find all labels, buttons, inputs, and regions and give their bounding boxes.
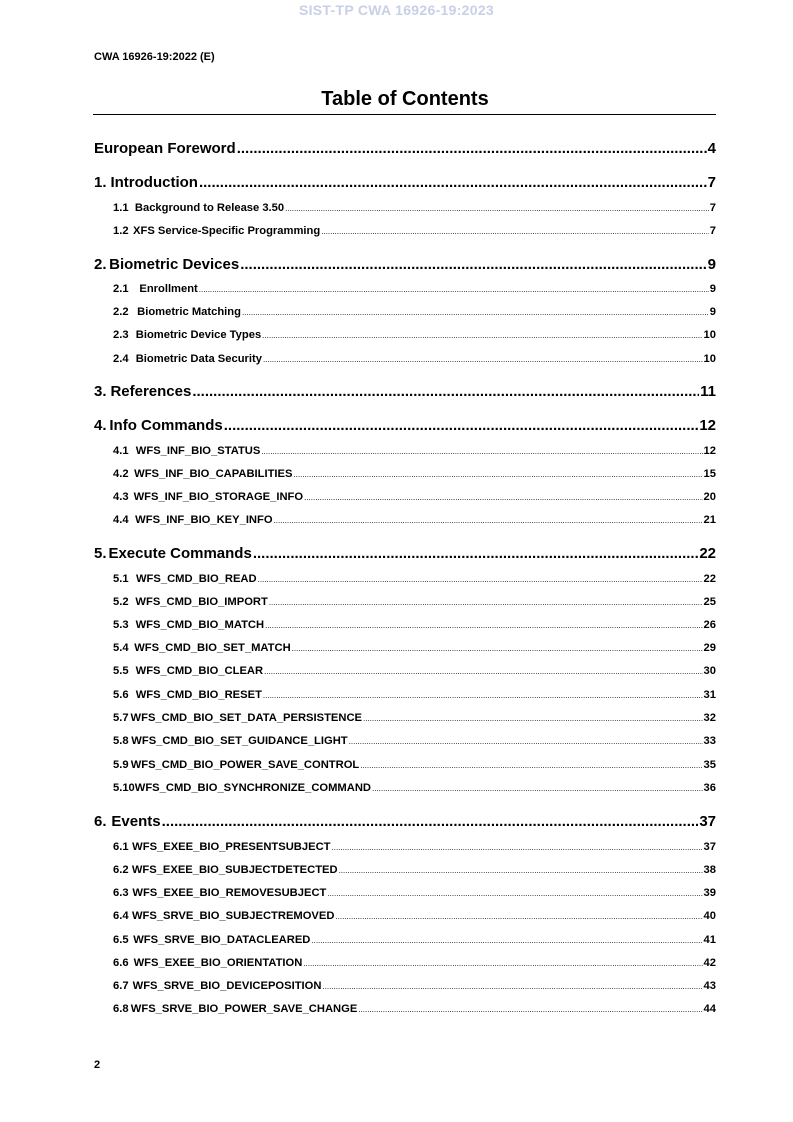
toc-entry-number: 2.2 xyxy=(113,306,129,318)
toc-entry-title: Biometric Matching xyxy=(137,306,241,318)
toc-entry-page: 36 xyxy=(703,782,716,794)
toc-entry-number: 6.6 xyxy=(113,957,129,969)
toc-entry-number: 3. xyxy=(94,383,107,400)
toc-entry-page: 20 xyxy=(703,491,716,503)
toc-entry-page: 12 xyxy=(703,445,716,457)
toc-subsection-entry[interactable] xyxy=(94,980,716,992)
toc-dot-leader xyxy=(237,140,707,157)
toc-entry-title: WFS_SRVE_BIO_DATACLEARED xyxy=(133,934,311,946)
toc-dot-leader xyxy=(303,957,702,969)
toc-entry-page: 32 xyxy=(703,712,716,724)
toc-entry-page: 33 xyxy=(703,735,716,747)
toc-section-entry[interactable] xyxy=(94,256,716,273)
toc-dot-leader xyxy=(192,383,699,400)
toc-dot-leader xyxy=(262,329,702,341)
toc-entry-page: 44 xyxy=(703,1003,716,1015)
toc-entry-page: 9 xyxy=(709,283,716,295)
toc-dot-leader xyxy=(311,934,702,946)
toc-entry-title: WFS_EXEE_BIO_ORIENTATION xyxy=(133,957,303,969)
toc-subsection-entry[interactable] xyxy=(94,759,716,771)
toc-entry-number: 5.7 xyxy=(113,712,129,724)
toc-entry-page: 10 xyxy=(703,353,716,365)
toc-subsection-entry[interactable] xyxy=(94,283,716,295)
toc-entry-number: 5.10 xyxy=(113,782,135,794)
toc-entry-title: Introduction xyxy=(110,174,198,191)
toc-entry-page: 10 xyxy=(703,329,716,341)
toc-subsection-entry[interactable] xyxy=(94,573,716,585)
toc-dot-leader xyxy=(335,910,702,922)
toc-subsection-entry[interactable] xyxy=(94,514,716,526)
toc-dot-leader xyxy=(274,514,703,526)
toc-entry-title: WFS_CMD_BIO_READ xyxy=(136,573,257,585)
page-number: 2 xyxy=(94,1059,101,1071)
toc-subsection-entry[interactable] xyxy=(94,306,716,318)
toc-entry-page: 22 xyxy=(703,573,716,585)
toc-dot-leader xyxy=(261,445,702,457)
toc-subsection-entry[interactable] xyxy=(94,887,716,899)
toc-entry-page: 37 xyxy=(703,841,716,853)
toc-subsection-entry[interactable] xyxy=(94,353,716,365)
toc-entry-number: 2. xyxy=(94,256,107,273)
toc-entry-page: 26 xyxy=(703,619,716,631)
toc-entry-page: 7 xyxy=(709,225,716,237)
toc-dot-leader xyxy=(363,712,703,724)
toc-entry-number: 4. xyxy=(94,417,107,434)
toc-entry-title: Enrollment xyxy=(139,283,198,295)
toc-entry-title: Info Commands xyxy=(109,417,223,434)
toc-entry-title: Execute Commands xyxy=(108,545,252,562)
toc-entry-page: 39 xyxy=(703,887,716,899)
document-reference: CWA 16926-19:2022 (E) xyxy=(94,51,215,63)
toc-entry-title: Background to Release 3.50 xyxy=(134,202,285,214)
toc-entry-title: Biometric Data Security xyxy=(135,353,262,365)
table-of-contents xyxy=(94,0,716,1122)
toc-dot-leader xyxy=(339,864,703,876)
toc-entry-page: 7 xyxy=(707,174,716,191)
toc-entry-title: XFS Service-Specific Programming xyxy=(133,225,321,237)
toc-entry-number: 5.9 xyxy=(113,759,129,771)
toc-dot-leader xyxy=(253,545,698,562)
toc-section-entry[interactable] xyxy=(94,545,716,562)
toc-dot-leader xyxy=(293,468,702,480)
toc-entry-number: 6. xyxy=(94,813,107,830)
page-title: Table of Contents xyxy=(321,88,489,110)
toc-entry-title: WFS_CMD_BIO_SET_GUIDANCE_LIGHT xyxy=(131,735,348,747)
toc-subsection-entry[interactable] xyxy=(94,934,716,946)
toc-entry-title: WFS_INF_BIO_STORAGE_INFO xyxy=(133,491,304,503)
toc-subsection-entry[interactable] xyxy=(94,841,716,853)
toc-section-entry[interactable] xyxy=(94,174,716,191)
toc-dot-leader xyxy=(265,619,702,631)
toc-subsection-entry[interactable] xyxy=(94,642,716,654)
toc-dot-leader xyxy=(264,665,702,677)
toc-dot-leader xyxy=(349,735,703,747)
toc-entry-title: WFS_SRVE_BIO_SUBJECTREMOVED xyxy=(131,910,335,922)
toc-entry-title: WFS_SRVE_BIO_DEVICEPOSITION xyxy=(132,980,322,992)
toc-entry-number: 4.4 xyxy=(113,514,129,526)
toc-entry-number: 1.1 xyxy=(113,202,129,214)
toc-subsection-entry[interactable] xyxy=(94,202,716,214)
toc-entry-title: WFS_INF_BIO_STATUS xyxy=(135,445,261,457)
toc-entry-number: 5.4 xyxy=(113,642,129,654)
toc-entry-number: 6.4 xyxy=(113,910,129,922)
toc-dot-leader xyxy=(358,1003,702,1015)
toc-entry-number: 6.5 xyxy=(113,934,129,946)
toc-entry-page: 11 xyxy=(700,383,716,400)
toc-entry-page: 38 xyxy=(703,864,716,876)
toc-entry-title: WFS_CMD_BIO_IMPORT xyxy=(135,596,268,608)
toc-entry-number: 5.1 xyxy=(113,573,129,585)
toc-entry-page: 7 xyxy=(709,202,716,214)
toc-entry-title: WFS_INF_BIO_CAPABILITIES xyxy=(134,468,293,480)
toc-entry-page: 15 xyxy=(703,468,716,480)
toc-subsection-entry[interactable] xyxy=(94,665,716,677)
toc-section-entry[interactable] xyxy=(94,813,716,830)
toc-entry-title: WFS_CMD_BIO_SYNCHRONIZE_COMMAND xyxy=(134,782,371,794)
toc-entry-number: 5. xyxy=(94,545,107,562)
toc-entry-title: WFS_SRVE_BIO_POWER_SAVE_CHANGE xyxy=(130,1003,358,1015)
toc-entry-page: 21 xyxy=(703,514,716,526)
toc-dot-leader xyxy=(269,596,703,608)
toc-entry-page: 9 xyxy=(709,306,716,318)
toc-entry-number: 6.7 xyxy=(113,980,129,992)
toc-subsection-entry[interactable] xyxy=(94,1003,716,1015)
toc-dot-leader xyxy=(285,202,709,214)
toc-entry-page: 43 xyxy=(703,980,716,992)
toc-entry-number: 5.5 xyxy=(113,665,129,677)
toc-entry-page: 41 xyxy=(703,934,716,946)
toc-subsection-entry[interactable] xyxy=(94,225,716,237)
toc-dot-leader xyxy=(240,256,706,273)
toc-section-entry[interactable] xyxy=(94,383,716,400)
toc-entry-page: 31 xyxy=(703,689,716,701)
toc-entry-number: 2.1 xyxy=(113,283,129,295)
toc-subsection-entry[interactable] xyxy=(94,735,716,747)
toc-subsection-entry[interactable] xyxy=(94,782,716,794)
toc-entry-page: 9 xyxy=(707,256,716,273)
toc-entry-title: WFS_CMD_BIO_POWER_SAVE_CONTROL xyxy=(130,759,360,771)
toc-entry-page: 22 xyxy=(699,545,716,562)
toc-entry-title: Events xyxy=(111,813,161,830)
toc-entry-title: WFS_CMD_BIO_MATCH xyxy=(135,619,265,631)
toc-dot-leader xyxy=(322,980,702,992)
toc-entry-title: WFS_EXEE_BIO_SUBJECTDETECTED xyxy=(131,864,338,876)
toc-entry-page: 30 xyxy=(703,665,716,677)
toc-section-entry[interactable] xyxy=(94,140,716,157)
toc-entry-page: 40 xyxy=(703,910,716,922)
toc-dot-leader xyxy=(327,887,702,899)
toc-dot-leader xyxy=(258,573,703,585)
toc-dot-leader xyxy=(263,353,703,365)
toc-entry-page: 42 xyxy=(703,957,716,969)
toc-entry-number: 5.8 xyxy=(113,735,129,747)
toc-entry-title: WFS_CMD_BIO_CLEAR xyxy=(135,665,264,677)
toc-dot-leader xyxy=(332,841,703,853)
toc-entry-page: 12 xyxy=(699,417,716,434)
toc-entry-number: 6.8 xyxy=(113,1003,129,1015)
toc-dot-leader xyxy=(292,642,703,654)
toc-dot-leader xyxy=(162,813,699,830)
toc-entry-number: 4.3 xyxy=(113,491,129,503)
toc-entry-title: WFS_CMD_BIO_SET_DATA_PERSISTENCE xyxy=(130,712,362,724)
toc-entry-number: 6.3 xyxy=(113,887,129,899)
toc-subsection-entry[interactable] xyxy=(94,445,716,457)
toc-subsection-entry[interactable] xyxy=(94,910,716,922)
toc-dot-leader xyxy=(372,782,703,794)
toc-subsection-entry[interactable] xyxy=(94,864,716,876)
toc-entry-title: WFS_INF_BIO_KEY_INFO xyxy=(135,514,273,526)
toc-entry-title: WFS_CMD_BIO_SET_MATCH xyxy=(134,642,291,654)
toc-subsection-entry[interactable] xyxy=(94,468,716,480)
toc-entry-number: 4.2 xyxy=(113,468,129,480)
toc-subsection-entry[interactable] xyxy=(94,619,716,631)
toc-entry-page: 37 xyxy=(699,813,716,830)
toc-subsection-entry[interactable] xyxy=(94,329,716,341)
toc-entry-title: WFS_CMD_BIO_RESET xyxy=(135,689,262,701)
toc-dot-leader xyxy=(199,283,709,295)
toc-entry-title: Biometric Devices xyxy=(109,256,240,273)
toc-dot-leader xyxy=(224,417,699,434)
toc-subsection-entry[interactable] xyxy=(94,712,716,724)
toc-dot-leader xyxy=(304,491,702,503)
toc-entry-number: 2.3 xyxy=(113,329,129,341)
toc-entry-page: 35 xyxy=(703,759,716,771)
toc-subsection-entry[interactable] xyxy=(94,596,716,608)
toc-entry-title: Biometric Device Types xyxy=(135,329,262,341)
toc-entry-number: 5.6 xyxy=(113,689,129,701)
toc-entry-number: 6.1 xyxy=(113,841,129,853)
toc-entry-title: WFS_EXEE_BIO_PRESENTSUBJECT xyxy=(132,841,331,853)
toc-dot-leader xyxy=(360,759,702,771)
toc-section-entry[interactable] xyxy=(94,417,716,434)
toc-entry-title: European Foreword xyxy=(94,140,236,157)
toc-entry-number: 1. xyxy=(94,174,107,191)
toc-entry-number: 6.2 xyxy=(113,864,129,876)
toc-entry-number: 2.4 xyxy=(113,353,129,365)
toc-dot-leader xyxy=(321,225,709,237)
toc-entry-page: 4 xyxy=(707,140,716,157)
toc-dot-leader xyxy=(199,174,707,191)
watermark: SIST-TP CWA 16926-19:2023 xyxy=(298,2,495,18)
toc-entry-title: WFS_EXEE_BIO_REMOVESUBJECT xyxy=(132,887,327,899)
toc-dot-leader xyxy=(242,306,709,318)
toc-subsection-entry[interactable] xyxy=(94,491,716,503)
toc-subsection-entry[interactable] xyxy=(94,957,716,969)
toc-entry-number: 1.2 xyxy=(113,225,129,237)
toc-subsection-entry[interactable] xyxy=(94,689,716,701)
toc-entry-page: 25 xyxy=(703,596,716,608)
toc-dot-leader xyxy=(263,689,703,701)
toc-entry-number: 4.1 xyxy=(113,445,129,457)
toc-entry-title: References xyxy=(110,383,192,400)
toc-entry-number: 5.3 xyxy=(113,619,129,631)
toc-entry-page: 29 xyxy=(703,642,716,654)
toc-entry-number: 5.2 xyxy=(113,596,129,608)
